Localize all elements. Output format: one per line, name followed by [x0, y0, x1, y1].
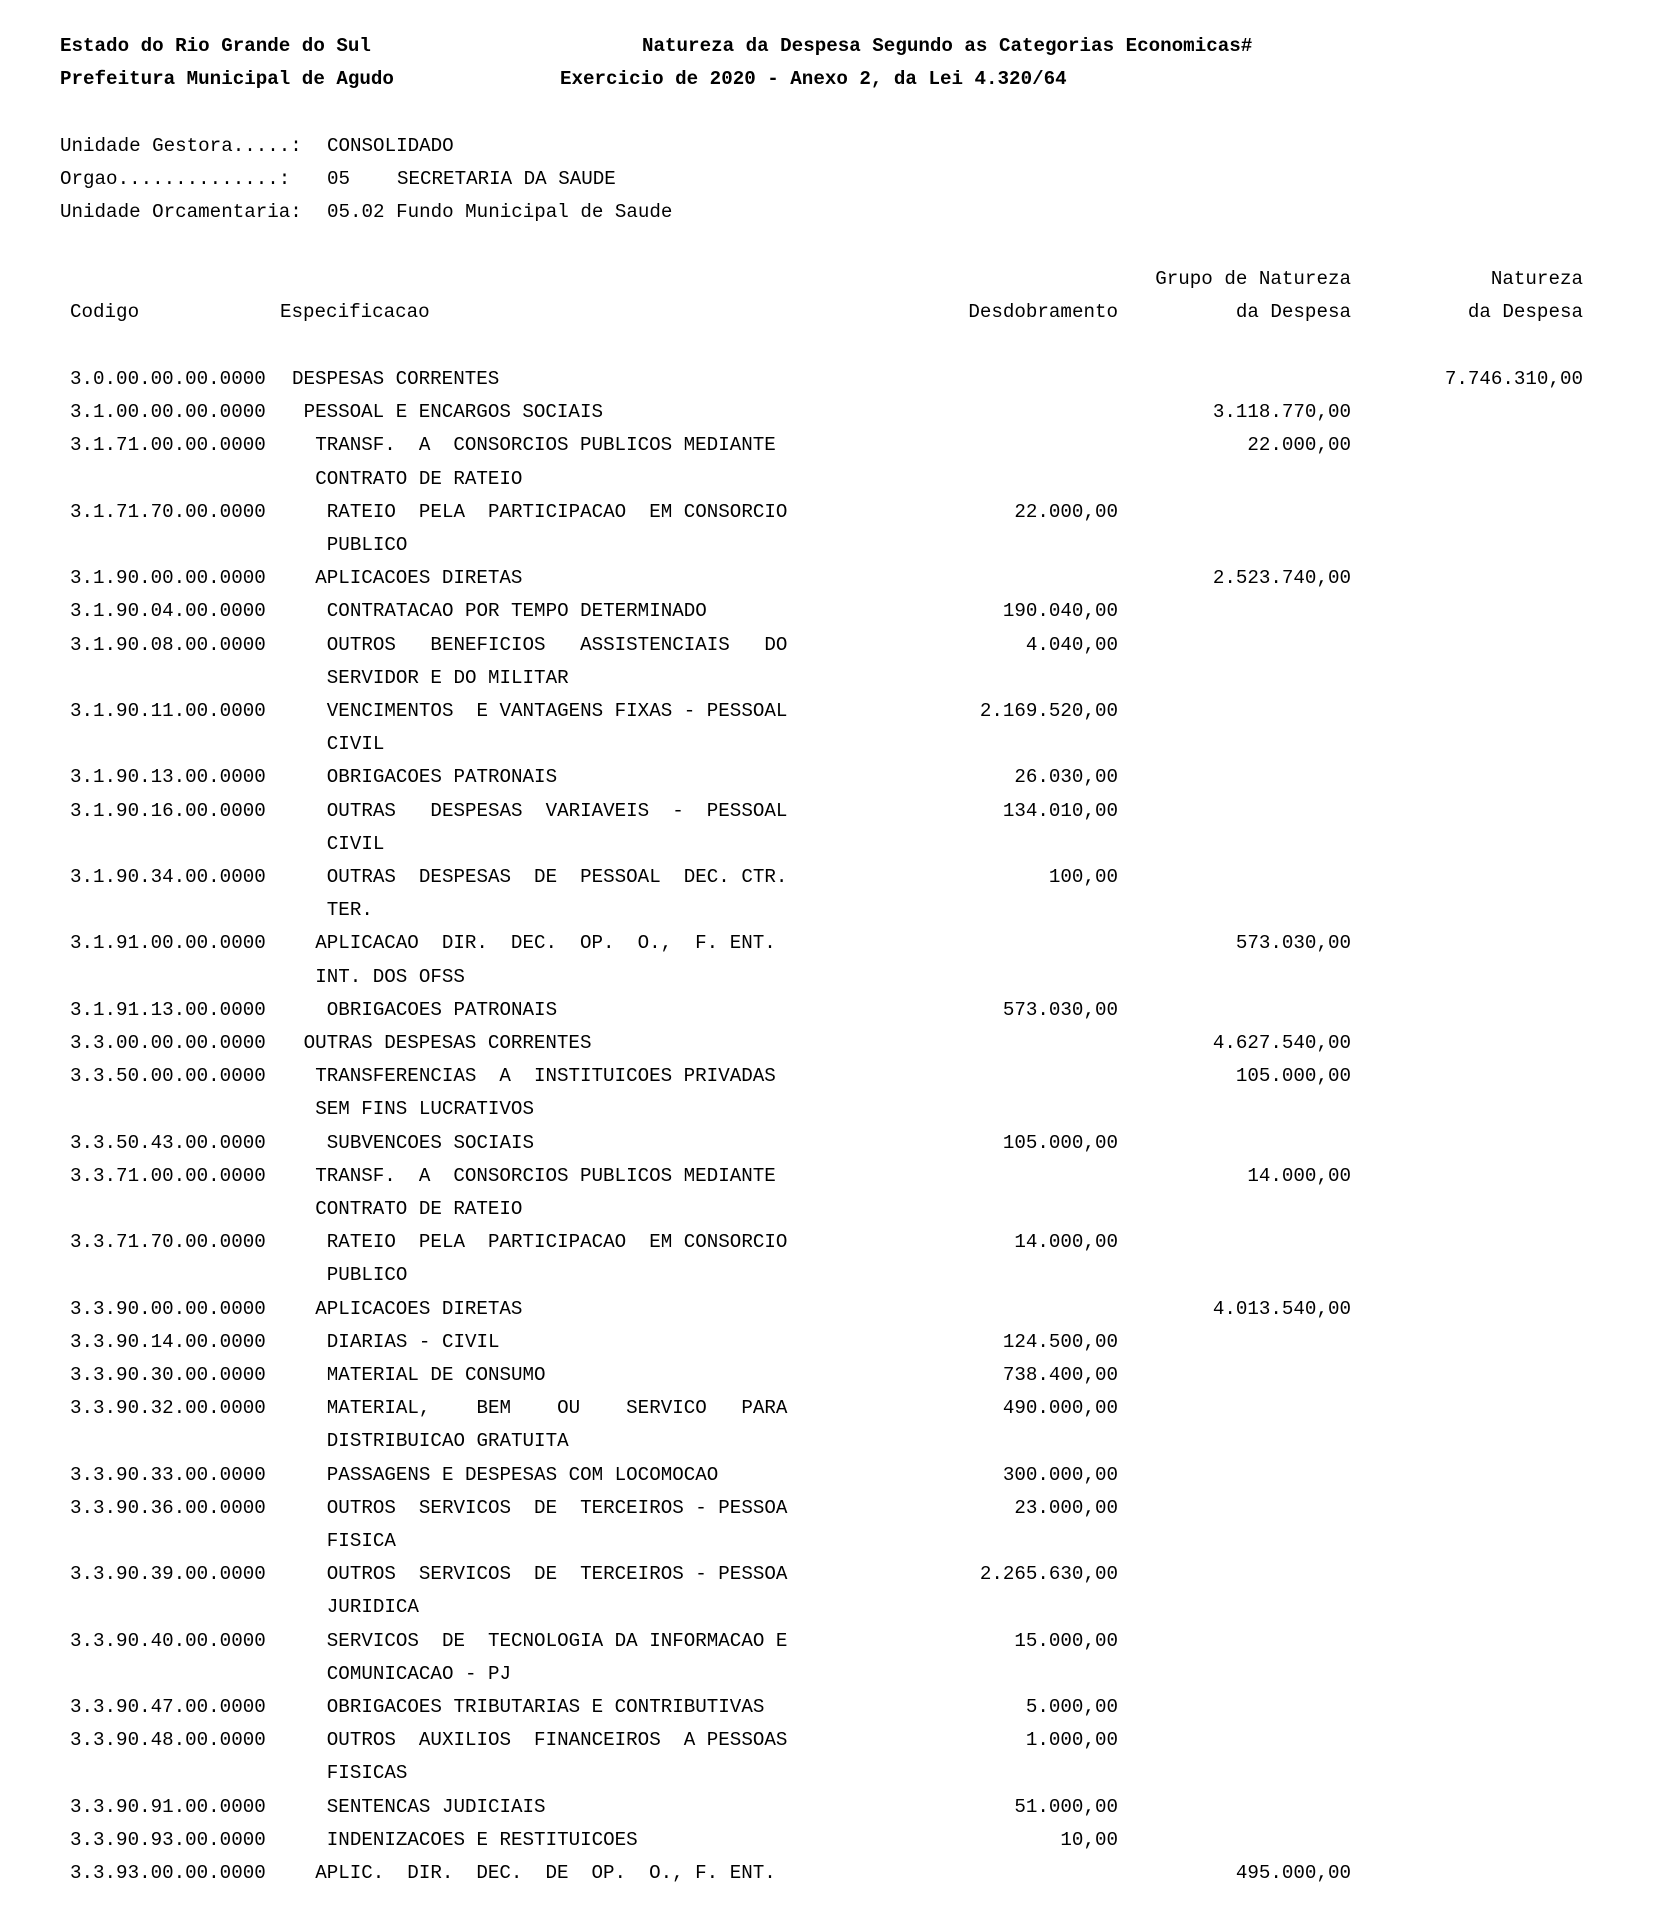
col-natureza-header-line2: da Despesa [1467, 301, 1583, 323]
row-desdobramento: 573.030,00 [1002, 998, 1118, 1021]
row-specification: OUTRAS DESPESAS VARIAVEIS - PESSOAL [326, 799, 788, 822]
col-natureza-header-line1: Natureza [1490, 268, 1583, 290]
row-code: 3.3.90.00.00.0000 [70, 1297, 266, 1320]
row-desdobramento: 22.000,00 [1014, 500, 1118, 523]
row-specification: FISICA [326, 1530, 396, 1552]
row-grupo-natureza: 2.523.740,00 [1212, 567, 1351, 590]
row-code: 3.3.00.00.00.0000 [70, 1032, 266, 1054]
row-code: 3.0.00.00.00.0000 [70, 368, 266, 390]
row-specification: OUTROS AUXILIOS FINANCEIROS A PESSOAS [326, 1729, 788, 1752]
orgao-name: SECRETARIA DA SAUDE [397, 168, 616, 190]
row-grupo-natureza: 3.118.770,00 [1212, 401, 1351, 424]
row-specification: SEM FINS LUCRATIVOS [315, 1098, 534, 1121]
row-desdobramento: 2.265.630,00 [979, 1563, 1118, 1586]
row-code: 3.3.90.33.00.0000 [70, 1463, 266, 1486]
row-code: 3.1.90.04.00.0000 [70, 600, 266, 623]
row-specification: SENTENCAS JUDICIAIS [326, 1795, 546, 1818]
row-code: 3.3.50.43.00.0000 [70, 1131, 266, 1154]
row-grupo-natureza: 495.000,00 [1235, 1862, 1351, 1884]
report-title: Natureza da Despesa Segundo as Categorias Economicas# [642, 35, 1253, 57]
row-specification: PASSAGENS E DESPESAS COM LOCOMOCAO [326, 1463, 719, 1486]
row-code: 3.3.90.39.00.0000 [70, 1563, 266, 1586]
row-code: 3.3.50.00.00.0000 [70, 1065, 266, 1088]
row-code: 3.3.71.70.00.0000 [70, 1231, 266, 1254]
row-grupo-natureza: 105.000,00 [1235, 1065, 1351, 1088]
row-desdobramento: 2.169.520,00 [979, 700, 1118, 722]
row-specification: CONTRATACAO POR TEMPO DETERMINADO [326, 600, 707, 623]
row-code: 3.1.90.16.00.0000 [70, 799, 266, 822]
row-grupo-natureza: 4.627.540,00 [1212, 1032, 1351, 1054]
row-code: 3.3.90.40.00.0000 [70, 1629, 266, 1652]
row-grupo-natureza: 22.000,00 [1247, 434, 1351, 457]
row-specification: APLIC. DIR. DEC. DE OP. O., F. ENT. [315, 1862, 776, 1884]
row-specification: TRANSF. A CONSORCIOS PUBLICOS MEDIANTE [315, 1164, 776, 1187]
row-desdobramento: 5.000,00 [1025, 1696, 1118, 1718]
row-specification: INDENIZACOES E RESTITUICOES [326, 1828, 638, 1851]
row-specification: SERVIDOR E DO MILITAR [326, 666, 569, 689]
row-specification: RATEIO PELA PARTICIPACAO EM CONSORCIO [326, 1231, 788, 1254]
row-specification: PUBLICO [326, 534, 408, 556]
row-specification: PUBLICO [326, 1264, 408, 1287]
orgao-code: 05 [327, 168, 351, 190]
col-codigo-header: Codigo [70, 301, 140, 323]
row-code: 3.1.90.13.00.0000 [70, 766, 266, 789]
row-code: 3.3.90.47.00.0000 [70, 1696, 266, 1718]
row-desdobramento: 26.030,00 [1014, 766, 1118, 789]
row-specification: CIVIL [326, 832, 385, 855]
municipality-name: Prefeitura Municipal de Agudo [60, 68, 394, 90]
row-desdobramento: 190.040,00 [1002, 600, 1118, 623]
row-desdobramento: 10,00 [1060, 1828, 1118, 1851]
row-specification: INT. DOS OFSS [315, 965, 465, 988]
row-specification: CONTRATO DE RATEIO [315, 467, 523, 490]
row-code: 3.3.90.36.00.0000 [70, 1496, 266, 1519]
row-specification: OUTROS SERVICOS DE TERCEIROS - PESSOA [326, 1563, 788, 1586]
row-desdobramento: 14.000,00 [1014, 1231, 1118, 1254]
row-code: 3.3.71.00.00.0000 [70, 1164, 266, 1187]
row-specification: OUTROS BENEFICIOS ASSISTENCIAIS DO [326, 633, 788, 656]
row-code: 3.1.00.00.00.0000 [70, 401, 266, 424]
row-code: 3.1.90.11.00.0000 [70, 700, 266, 722]
row-specification: SUBVENCOES SOCIAIS [326, 1131, 535, 1154]
row-grupo-natureza: 14.000,00 [1247, 1164, 1351, 1187]
row-code: 3.3.90.30.00.0000 [70, 1364, 266, 1386]
row-desdobramento: 134.010,00 [1002, 799, 1118, 822]
row-specification: PESSOAL E ENCARGOS SOCIAIS [303, 401, 603, 424]
row-desdobramento: 51.000,00 [1014, 1795, 1118, 1818]
row-specification: CONTRATO DE RATEIO [315, 1198, 523, 1220]
row-specification: TER. [326, 899, 373, 922]
row-specification: OUTROS SERVICOS DE TERCEIROS - PESSOA [326, 1496, 788, 1519]
row-specification: MATERIAL, BEM OU SERVICO PARA [326, 1397, 788, 1420]
row-code: 3.3.90.48.00.0000 [70, 1729, 266, 1752]
row-code: 3.1.91.00.00.0000 [70, 932, 266, 955]
col-grupo-header-line1: Grupo de Natureza [1155, 268, 1351, 290]
row-code: 3.3.90.93.00.0000 [70, 1828, 266, 1851]
row-specification: MATERIAL DE CONSUMO [326, 1364, 546, 1386]
row-specification: FISICAS [326, 1762, 408, 1785]
row-desdobramento: 124.500,00 [1002, 1330, 1118, 1353]
row-specification: VENCIMENTOS E VANTAGENS FIXAS - PESSOAL [326, 700, 788, 722]
row-specification: DIARIAS - CIVIL [326, 1330, 500, 1353]
col-especificacao-header: Especificacao [280, 301, 430, 323]
unidade-gestora-value: CONSOLIDADO [327, 135, 454, 157]
row-natureza: 7.746.310,00 [1444, 368, 1583, 390]
report-subtitle: Exercicio de 2020 - Anexo 2, da Lei 4.320/64 [560, 68, 1067, 90]
row-specification: TRANSFERENCIAS A INSTITUICOES PRIVADAS [315, 1065, 776, 1088]
row-grupo-natureza: 573.030,00 [1235, 932, 1351, 955]
row-desdobramento: 105.000,00 [1002, 1131, 1118, 1154]
row-desdobramento: 490.000,00 [1002, 1397, 1118, 1420]
row-desdobramento: 738.400,00 [1002, 1364, 1118, 1386]
row-code: 3.1.90.00.00.0000 [70, 567, 266, 590]
row-desdobramento: 4.040,00 [1025, 633, 1118, 656]
row-specification: DESPESAS CORRENTES [292, 368, 500, 390]
unidade-orcamentaria-label: Unidade Orcamentaria: [60, 201, 302, 223]
row-specification: APLICACOES DIRETAS [315, 1297, 523, 1320]
row-code: 3.1.90.34.00.0000 [70, 866, 266, 888]
row-code: 3.3.90.14.00.0000 [70, 1330, 266, 1353]
row-specification: OUTRAS DESPESAS DE PESSOAL DEC. CTR. [326, 866, 788, 888]
row-specification: OBRIGACOES PATRONAIS [326, 766, 558, 789]
col-desdobramento-header: Desdobramento [968, 301, 1118, 323]
unidade-gestora-label: Unidade Gestora.....: [60, 135, 302, 157]
row-specification: OBRIGACOES PATRONAIS [326, 998, 558, 1021]
row-code: 3.1.71.00.00.0000 [70, 434, 266, 457]
row-specification: SERVICOS DE TECNOLOGIA DA INFORMACAO E [326, 1629, 788, 1652]
row-code: 3.1.90.08.00.0000 [70, 633, 266, 656]
row-grupo-natureza: 4.013.540,00 [1212, 1297, 1351, 1320]
row-code: 3.1.91.13.00.0000 [70, 998, 266, 1021]
row-desdobramento: 300.000,00 [1002, 1463, 1118, 1486]
row-specification: JURIDICA [326, 1596, 419, 1619]
row-specification: DISTRIBUICAO GRATUITA [326, 1430, 569, 1453]
row-desdobramento: 23.000,00 [1014, 1496, 1118, 1519]
row-specification: OBRIGACOES TRIBUTARIAS E CONTRIBUTIVAS [326, 1696, 765, 1718]
row-code: 3.1.71.70.00.0000 [70, 500, 266, 523]
row-specification: CIVIL [326, 733, 385, 756]
row-desdobramento: 1.000,00 [1025, 1729, 1118, 1752]
orgao-label: Orgao..............: [60, 168, 291, 190]
row-specification: RATEIO PELA PARTICIPACAO EM CONSORCIO [326, 500, 788, 523]
unidade-orcamentaria-value: 05.02 Fundo Municipal de Saude [327, 201, 673, 223]
row-specification: APLICACOES DIRETAS [315, 567, 523, 590]
row-code: 3.3.90.32.00.0000 [70, 1397, 266, 1420]
state-name: Estado do Rio Grande do Sul [60, 35, 371, 57]
row-desdobramento: 15.000,00 [1014, 1629, 1118, 1652]
row-specification: OUTRAS DESPESAS CORRENTES [303, 1032, 592, 1054]
row-code: 3.3.90.91.00.0000 [70, 1795, 266, 1818]
row-code: 3.3.93.00.00.0000 [70, 1862, 266, 1884]
row-desdobramento: 100,00 [1048, 866, 1118, 888]
row-specification: TRANSF. A CONSORCIOS PUBLICOS MEDIANTE [315, 434, 776, 457]
col-grupo-header-line2: da Despesa [1235, 301, 1351, 323]
row-specification: APLICACAO DIR. DEC. OP. O., F. ENT. [315, 932, 776, 955]
row-specification: COMUNICACAO - PJ [326, 1662, 512, 1685]
